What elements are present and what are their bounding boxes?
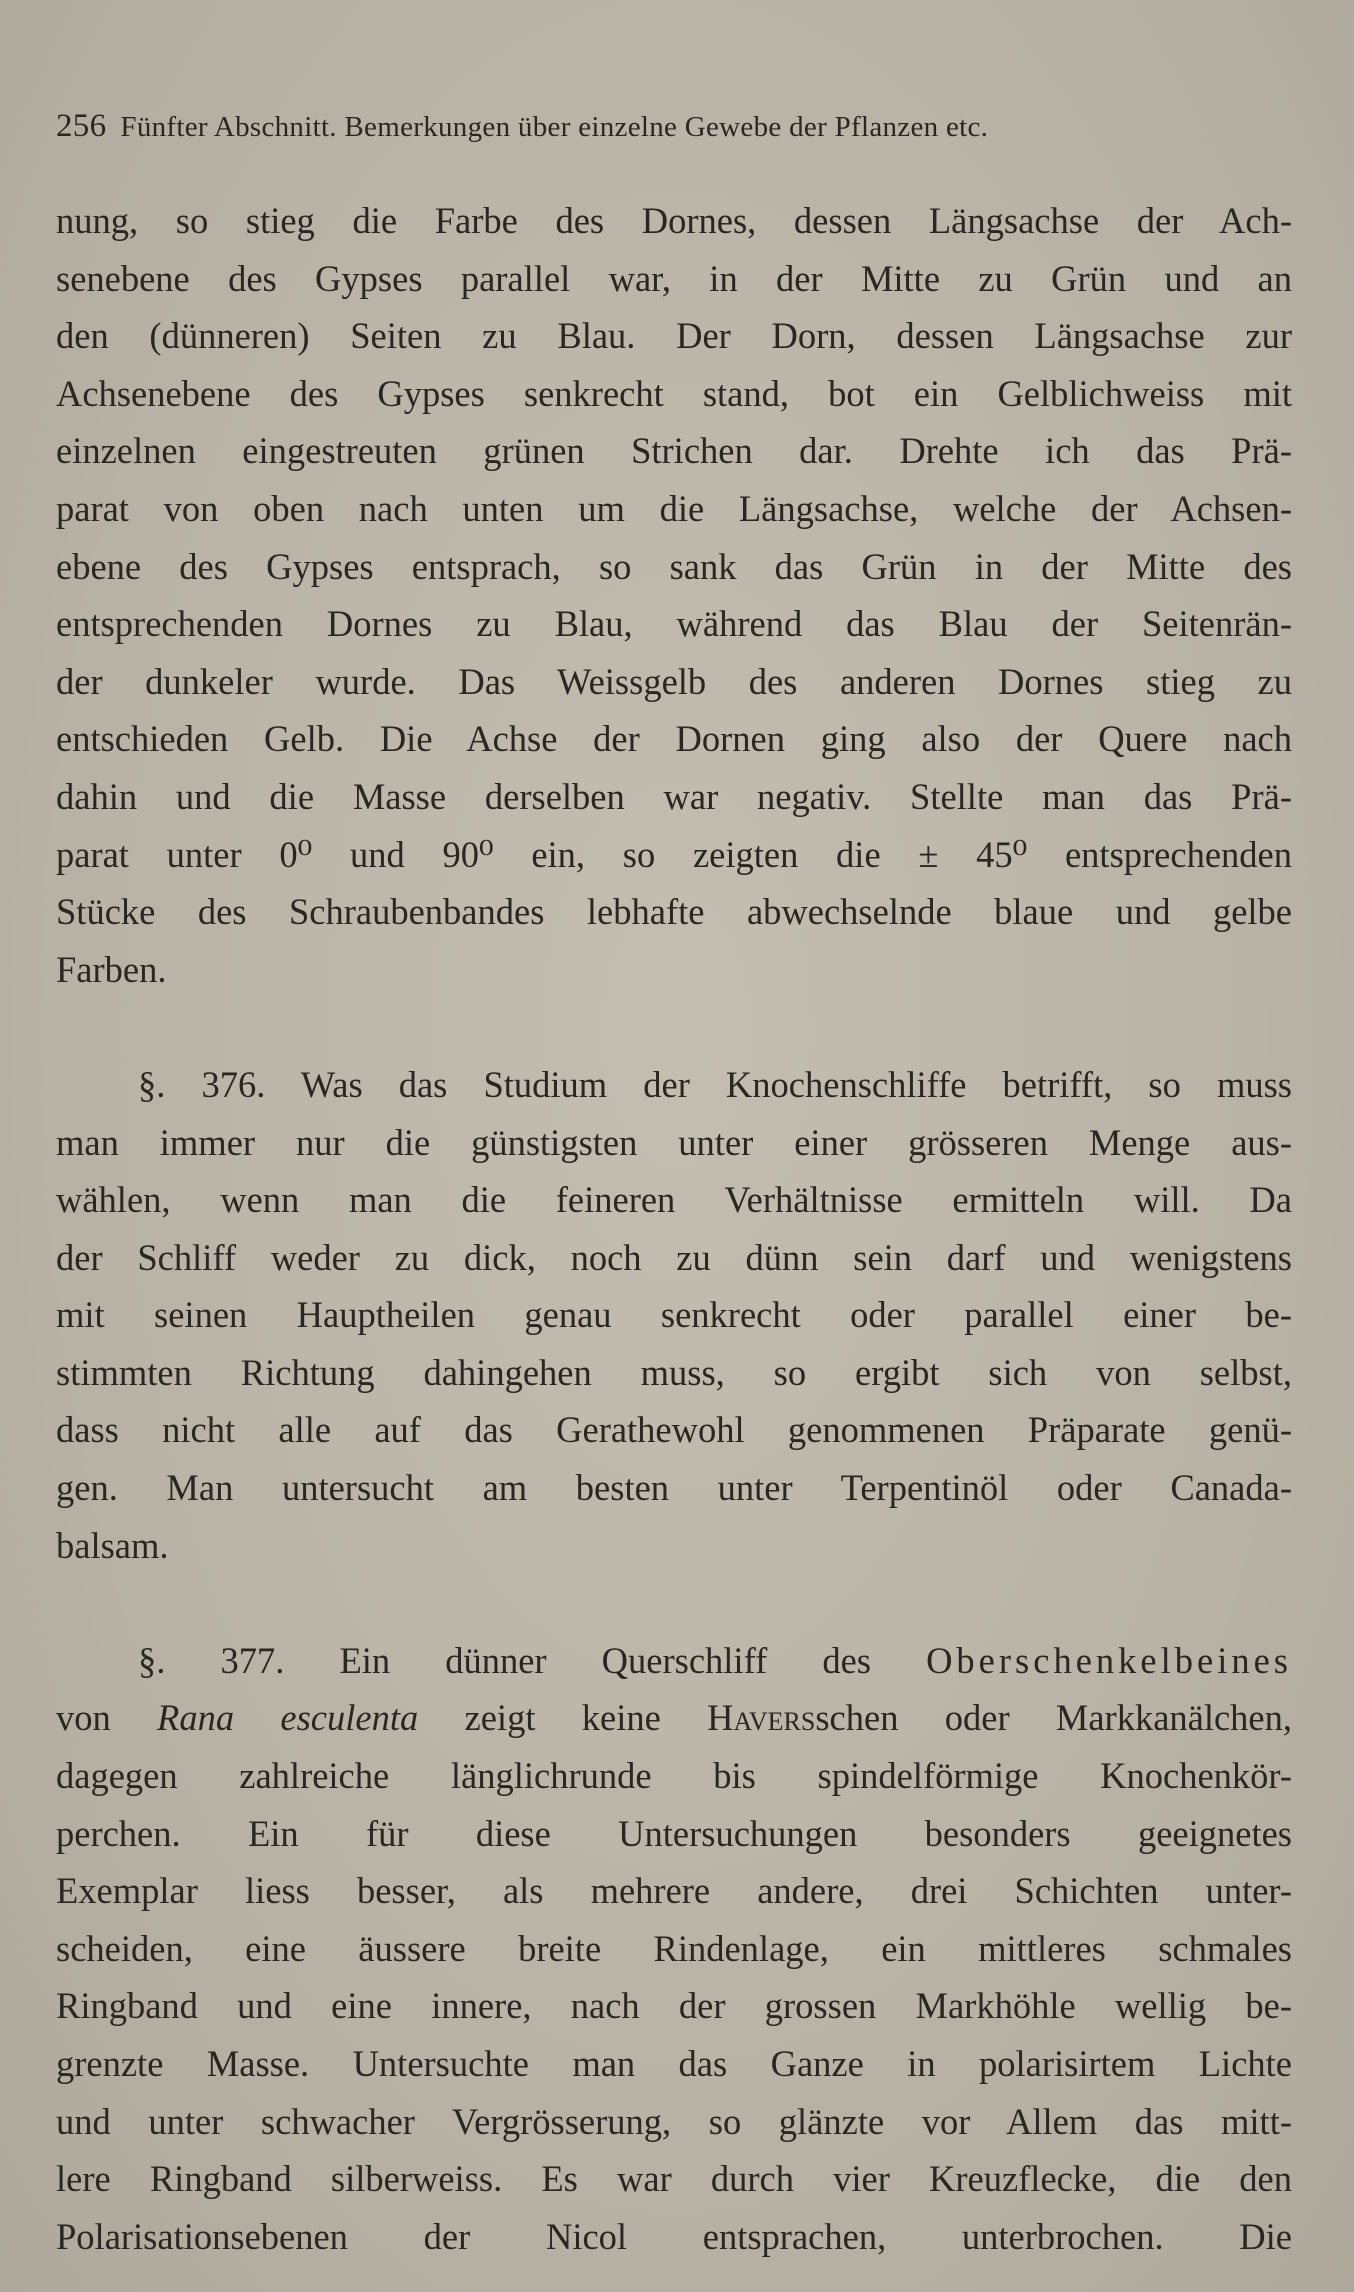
text-line: Exemplar liess besser, als mehrere andere, drei Schichten unter- <box>56 1870 1292 1912</box>
text-line: der dunkeler wurde. Das Weissgelb des anderen Dornes stieg zu <box>56 660 1292 702</box>
text-line: mit seinen Hauptheilen genau senkrecht oder parallel einer be- <box>56 1294 1292 1336</box>
text-line: dahin und die Masse derselben war negativ. Stellte man das Prä- <box>56 775 1292 817</box>
text-line: einzelnen eingestreuten grünen Strichen dar. Drehte ich das Prä- <box>56 430 1292 472</box>
text-line: Achsenebene des Gypses senkrecht stand, bot ein Gelblichweiss mit <box>56 372 1292 414</box>
author-name: Havers <box>707 1697 816 1739</box>
text-line: man immer nur die günstigsten unter einer grösseren Menge aus- <box>56 1121 1292 1163</box>
text-line: stimmten Richtung dahingehen muss, so ergibt sich von selbst, <box>56 1351 1292 1393</box>
text-run: §. 377. Ein dünner Querschliff des <box>138 1639 927 1681</box>
text-run: von <box>56 1697 158 1739</box>
text-line <box>56 1632 1292 1690</box>
running-title: Fünfter Abschnitt. Bemerkungen über einzelne Gewebe der Pflanzen etc. <box>120 111 989 143</box>
text-line: nung, so stieg die Farbe des Dornes, dessen Längsachse der Ach- <box>56 200 1292 241</box>
text-line: Stücke des Schraubenbandes lebhafte abwechselnde blaue und gelbe <box>56 891 1292 933</box>
text-line: balsam. <box>56 1524 169 1566</box>
paragraph-gap <box>56 1574 1292 1632</box>
text-line: parat von oben nach unten um die Längsachse, welche der Achsen- <box>56 487 1292 529</box>
text-line: dagegen zahlreiche länglichrunde bis spindelförmige Knochenkör- <box>56 1755 1292 1797</box>
text-line: perchen. Ein für diese Untersuchungen besonders geeignetes <box>56 1812 1292 1854</box>
text-line <box>56 1689 1292 1747</box>
text-line: entsprechenden Dornes zu Blau, während das Blau der Seitenrän- <box>56 603 1292 645</box>
text-line: Farben. <box>56 948 167 990</box>
text-line: ebene des Gypses entsprach, so sank das Grün in der Mitte des <box>56 545 1292 587</box>
text-line: wählen, wenn man die feineren Verhältnisse ermitteln will. Da <box>56 1179 1292 1221</box>
text-line: parat unter 0⁰ und 90⁰ ein, so zeigten die ± 45⁰ entsprechenden <box>56 833 1292 875</box>
text-line: Polarisationsebenen der Nicol entsprachen, unterbrochen. Die <box>56 2215 1292 2257</box>
text-line: der Schliff weder zu dick, noch zu dünn sein darf und wenigstens <box>56 1236 1292 1278</box>
page-number: 256 <box>56 108 107 144</box>
text-line: Ringband und eine innere, nach der grossen Markhöhle wellig be- <box>56 1985 1292 2027</box>
text-line: dass nicht alle auf das Gerathewohl genommenen Präparate genü- <box>56 1409 1292 1451</box>
paragraph-gap <box>56 998 1292 1056</box>
text-run: zeigt keine <box>418 1697 708 1739</box>
species-name: Rana esculenta <box>157 1697 419 1739</box>
text-line: den (dünneren) Seiten zu Blau. Der Dorn, dessen Längsachse zur <box>56 315 1292 357</box>
text-line: §. 376. Was das Studium der Knochenschliffe betrifft, so muss <box>138 1063 1292 1105</box>
spaced-term: Oberschenkelbeines <box>926 1639 1292 1681</box>
page-body <box>56 192 1292 2265</box>
text-line: lere Ringband silberweiss. Es war durch vier Kreuzflecke, die den <box>56 2158 1292 2200</box>
text-line: grenzte Masse. Untersuchte man das Ganze in polarisirtem Lichte <box>56 2043 1292 2084</box>
text-run: schen oder Markkanälchen, <box>815 1697 1292 1739</box>
text-line: senebene des Gypses parallel war, in der Mitte zu Grün und an <box>56 257 1292 299</box>
text-line: und unter schwacher Vergrösserung, so glänzte vor Allem das mitt- <box>56 2100 1292 2142</box>
text-line: entschieden Gelb. Die Achse der Dornen ging also der Quere nach <box>56 718 1292 760</box>
text-line: gen. Man untersucht am besten unter Terpentinöl oder Canada- <box>56 1467 1292 1509</box>
text-line: scheiden, eine äussere breite Rindenlage, ein mittleres schmales <box>56 1927 1292 1969</box>
running-header <box>56 108 1296 145</box>
